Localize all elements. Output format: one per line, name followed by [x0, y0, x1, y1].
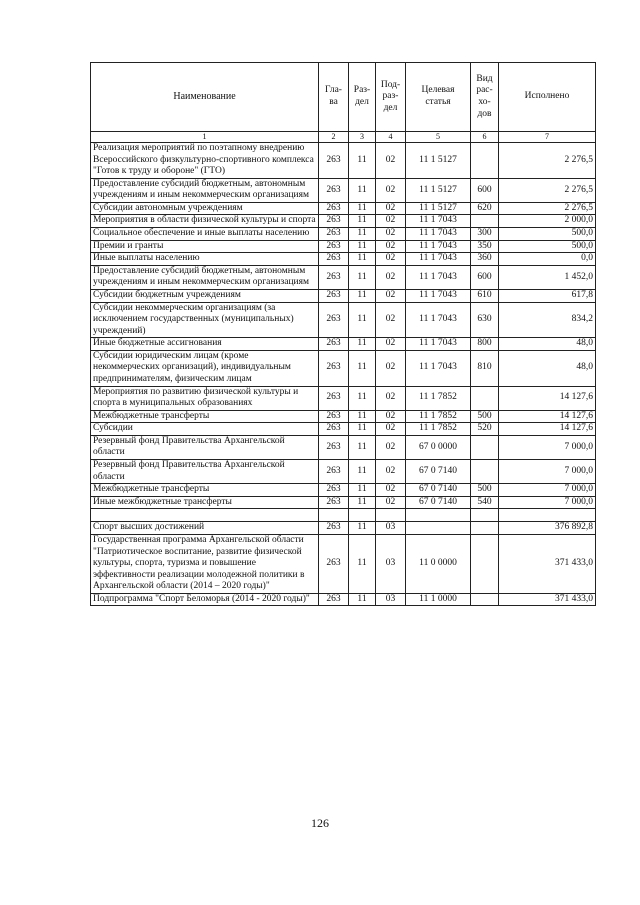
row-ispolneno-cell: 2 276,5 [499, 202, 596, 215]
row-glava-cell: 263 [319, 202, 349, 215]
table-row [91, 143, 596, 179]
row-name-cell: Иные бюджетные ассигнования [91, 338, 319, 351]
row-podrazdel-cell: 03 [376, 534, 406, 593]
header-podrazdel: Под- раз- дел [376, 63, 406, 132]
row-vid-cell [471, 435, 499, 459]
row-podrazdel-cell: 02 [376, 289, 406, 302]
row-razdel-cell: 11 [349, 228, 376, 241]
row-glava-cell: 263 [319, 350, 349, 386]
column-number: 2 [319, 132, 349, 143]
row-podrazdel-cell: 02 [376, 460, 406, 484]
row-statya-cell: 67 0 7140 [406, 496, 471, 509]
row-podrazdel-cell: 02 [376, 302, 406, 338]
row-name-cell: Реализация мероприятий по поэтапному внедрению Всероссийского физкультурно-спортивного комплекса "Готов к труду и обороне" (ГТО) [91, 143, 319, 179]
row-razdel-cell: 11 [349, 240, 376, 253]
row-name-cell: Резервный фонд Правительства Архангельской области [91, 435, 319, 459]
row-statya-cell: 11 1 5127 [406, 143, 471, 179]
row-razdel-cell: 11 [349, 350, 376, 386]
row-statya-cell: 11 1 7043 [406, 289, 471, 302]
row-podrazdel-cell: 03 [376, 593, 406, 606]
row-name-cell: Субсидии юридическим лицам (кроме некоммерческих организаций), индивидуальным предпринимателям, физическим лицам [91, 350, 319, 386]
row-vid-cell [471, 593, 499, 606]
row-razdel-cell [349, 509, 376, 522]
row-name-cell [91, 509, 319, 522]
row-name-cell: Спорт высших достижений [91, 522, 319, 535]
row-vid-cell: 610 [471, 289, 499, 302]
row-ispolneno-cell: 2 276,5 [499, 143, 596, 179]
column-number-row [91, 132, 596, 143]
row-vid-cell: 600 [471, 265, 499, 289]
row-razdel-cell: 11 [349, 410, 376, 423]
row-statya-cell: 11 1 7043 [406, 302, 471, 338]
header-vid: Вид рас- хо- дов [471, 63, 499, 132]
row-name-cell: Социальное обеспечение и иные выплаты населению [91, 228, 319, 241]
table-body [91, 143, 596, 606]
row-ispolneno-cell: 14 127,6 [499, 423, 596, 436]
row-statya-cell: 67 0 0000 [406, 435, 471, 459]
row-statya-cell: 11 1 5127 [406, 202, 471, 215]
row-podrazdel-cell: 02 [376, 202, 406, 215]
row-podrazdel-cell: 02 [376, 178, 406, 202]
row-ispolneno-cell: 48,0 [499, 350, 596, 386]
row-vid-cell: 500 [471, 484, 499, 497]
row-razdel-cell: 11 [349, 202, 376, 215]
row-vid-cell: 300 [471, 228, 499, 241]
row-podrazdel-cell: 02 [376, 265, 406, 289]
row-podrazdel-cell: 02 [376, 215, 406, 228]
row-vid-cell [471, 215, 499, 228]
table-row [91, 435, 596, 459]
row-podrazdel-cell [376, 509, 406, 522]
row-podrazdel-cell: 02 [376, 484, 406, 497]
row-glava-cell: 263 [319, 522, 349, 535]
row-name-cell: Межбюджетные трансферты [91, 410, 319, 423]
row-razdel-cell: 11 [349, 143, 376, 179]
table-row [91, 410, 596, 423]
row-statya-cell: 11 1 7043 [406, 253, 471, 266]
row-glava-cell: 263 [319, 435, 349, 459]
row-ispolneno-cell: 48,0 [499, 338, 596, 351]
row-glava-cell: 263 [319, 228, 349, 241]
row-glava-cell: 263 [319, 253, 349, 266]
row-ispolneno-cell: 14 127,6 [499, 386, 596, 410]
row-name-cell: Предоставление субсидий бюджетным, автономным учреждениям и иным некоммерческим организациям [91, 265, 319, 289]
row-ispolneno-cell: 0,0 [499, 253, 596, 266]
table-row [91, 423, 596, 436]
row-statya-cell: 11 1 5127 [406, 178, 471, 202]
row-name-cell: Иные выплаты населению [91, 253, 319, 266]
table-row [91, 289, 596, 302]
row-ispolneno-cell [499, 509, 596, 522]
row-podrazdel-cell: 02 [376, 350, 406, 386]
row-razdel-cell: 11 [349, 265, 376, 289]
row-podrazdel-cell: 02 [376, 423, 406, 436]
row-podrazdel-cell: 02 [376, 496, 406, 509]
row-ispolneno-cell: 14 127,6 [499, 410, 596, 423]
row-glava-cell: 263 [319, 484, 349, 497]
row-razdel-cell: 11 [349, 593, 376, 606]
row-vid-cell: 350 [471, 240, 499, 253]
row-ispolneno-cell: 371 433,0 [499, 534, 596, 593]
table-row [91, 386, 596, 410]
row-statya-cell: 11 1 7852 [406, 423, 471, 436]
row-ispolneno-cell: 376 892,8 [499, 522, 596, 535]
row-glava-cell: 263 [319, 302, 349, 338]
row-razdel-cell: 11 [349, 460, 376, 484]
row-name-cell: Межбюджетные трансферты [91, 484, 319, 497]
row-glava-cell: 263 [319, 410, 349, 423]
row-statya-cell: 11 1 7043 [406, 265, 471, 289]
column-number: 6 [471, 132, 499, 143]
row-glava-cell: 263 [319, 289, 349, 302]
row-ispolneno-cell: 7 000,0 [499, 484, 596, 497]
row-name-cell: Субсидии [91, 423, 319, 436]
header-glava: Гла- ва [319, 63, 349, 132]
row-ispolneno-cell: 500,0 [499, 228, 596, 241]
column-number: 1 [91, 132, 319, 143]
table-row [91, 240, 596, 253]
row-name-cell: Резервный фонд Правительства Архангельской области [91, 460, 319, 484]
header-ispolneno: Исполнено [499, 63, 596, 132]
row-glava-cell: 263 [319, 240, 349, 253]
row-statya-cell: 11 1 7043 [406, 228, 471, 241]
row-podrazdel-cell: 02 [376, 410, 406, 423]
column-number: 7 [499, 132, 596, 143]
row-statya-cell: 67 0 7140 [406, 484, 471, 497]
row-razdel-cell: 11 [349, 302, 376, 338]
row-statya-cell: 11 1 7043 [406, 350, 471, 386]
page-number: 126 [311, 816, 329, 830]
header-statya: Целевая статья [406, 63, 471, 132]
table-row [91, 215, 596, 228]
row-razdel-cell: 11 [349, 423, 376, 436]
row-ispolneno-cell: 2 276,5 [499, 178, 596, 202]
row-glava-cell [319, 509, 349, 522]
row-glava-cell: 263 [319, 423, 349, 436]
row-ispolneno-cell: 7 000,0 [499, 460, 596, 484]
row-ispolneno-cell: 371 433,0 [499, 593, 596, 606]
row-vid-cell: 630 [471, 302, 499, 338]
table-row [91, 350, 596, 386]
row-razdel-cell: 11 [349, 253, 376, 266]
table-row [91, 338, 596, 351]
row-vid-cell: 540 [471, 496, 499, 509]
row-podrazdel-cell: 02 [376, 253, 406, 266]
row-statya-cell: 11 1 7043 [406, 215, 471, 228]
table-row [91, 178, 596, 202]
row-vid-cell: 600 [471, 178, 499, 202]
table-row-blank [91, 509, 596, 522]
row-podrazdel-cell: 02 [376, 386, 406, 410]
table-row [91, 534, 596, 593]
row-ispolneno-cell: 617,8 [499, 289, 596, 302]
table-row [91, 302, 596, 338]
row-razdel-cell: 11 [349, 522, 376, 535]
row-vid-cell [471, 386, 499, 410]
row-name-cell: Мероприятия в области физической культуры и спорта [91, 215, 319, 228]
row-glava-cell: 263 [319, 338, 349, 351]
row-glava-cell: 263 [319, 386, 349, 410]
row-statya-cell: 11 1 7043 [406, 338, 471, 351]
row-vid-cell: 360 [471, 253, 499, 266]
row-vid-cell: 810 [471, 350, 499, 386]
row-name-cell: Подпрограмма "Спорт Беломорья (2014 - 2020 годы)" [91, 593, 319, 606]
row-ispolneno-cell: 834,2 [499, 302, 596, 338]
table-row [91, 253, 596, 266]
table-row [91, 265, 596, 289]
row-razdel-cell: 11 [349, 435, 376, 459]
row-glava-cell: 263 [319, 460, 349, 484]
table-row [91, 484, 596, 497]
row-podrazdel-cell: 02 [376, 228, 406, 241]
row-vid-cell: 620 [471, 202, 499, 215]
row-glava-cell: 263 [319, 496, 349, 509]
row-statya-cell: 11 1 7852 [406, 410, 471, 423]
row-statya-cell: 67 0 7140 [406, 460, 471, 484]
row-statya-cell: 11 1 0000 [406, 593, 471, 606]
row-ispolneno-cell: 7 000,0 [499, 435, 596, 459]
budget-table [90, 62, 596, 606]
row-razdel-cell: 11 [349, 534, 376, 593]
row-ispolneno-cell: 7 000,0 [499, 496, 596, 509]
row-ispolneno-cell: 500,0 [499, 240, 596, 253]
row-razdel-cell: 11 [349, 386, 376, 410]
row-razdel-cell: 11 [349, 215, 376, 228]
row-statya-cell: 11 1 7852 [406, 386, 471, 410]
row-name-cell: Субсидии бюджетным учреждениям [91, 289, 319, 302]
header-name: Наименование [91, 63, 319, 132]
row-razdel-cell: 11 [349, 289, 376, 302]
row-name-cell: Государственная программа Архангельской области "Патриотическое воспитание, развитие физической культуры, спорта, туризма и повышение эффективности реализации молодежной политики в Архангельской области (2014 – 2020 годы)" [91, 534, 319, 593]
row-podrazdel-cell: 02 [376, 143, 406, 179]
header-row [91, 63, 596, 132]
column-number: 5 [406, 132, 471, 143]
table-row [91, 522, 596, 535]
row-podrazdel-cell: 02 [376, 435, 406, 459]
row-name-cell: Субсидии некоммерческим организациям (за исключением государственных (муниципальных) учреждений) [91, 302, 319, 338]
row-razdel-cell: 11 [349, 496, 376, 509]
table-row [91, 228, 596, 241]
row-ispolneno-cell: 1 452,0 [499, 265, 596, 289]
row-statya-cell: 11 0 0000 [406, 534, 471, 593]
row-glava-cell: 263 [319, 593, 349, 606]
row-glava-cell: 263 [319, 143, 349, 179]
row-podrazdel-cell: 02 [376, 240, 406, 253]
row-vid-cell [471, 522, 499, 535]
row-ispolneno-cell: 2 000,0 [499, 215, 596, 228]
header-razdel: Раз- дел [349, 63, 376, 132]
row-glava-cell: 263 [319, 215, 349, 228]
table-row [91, 496, 596, 509]
row-razdel-cell: 11 [349, 484, 376, 497]
row-razdel-cell: 11 [349, 338, 376, 351]
row-vid-cell: 520 [471, 423, 499, 436]
row-vid-cell [471, 143, 499, 179]
row-vid-cell: 500 [471, 410, 499, 423]
table-row [91, 202, 596, 215]
column-number: 3 [349, 132, 376, 143]
row-name-cell: Иные межбюджетные трансферты [91, 496, 319, 509]
row-statya-cell [406, 522, 471, 535]
row-vid-cell [471, 534, 499, 593]
row-vid-cell: 800 [471, 338, 499, 351]
table-row [91, 460, 596, 484]
column-number: 4 [376, 132, 406, 143]
row-statya-cell: 11 1 7043 [406, 240, 471, 253]
row-podrazdel-cell: 02 [376, 338, 406, 351]
row-name-cell: Предоставление субсидий бюджетным, автономным учреждениям и иным некоммерческим организациям [91, 178, 319, 202]
row-name-cell: Мероприятия по развитию физической культуры и спорта в муниципальных образованиях [91, 386, 319, 410]
row-glava-cell: 263 [319, 265, 349, 289]
row-glava-cell: 263 [319, 178, 349, 202]
row-podrazdel-cell: 03 [376, 522, 406, 535]
row-vid-cell [471, 460, 499, 484]
row-name-cell: Субсидии автономным учреждениям [91, 202, 319, 215]
table-row [91, 593, 596, 606]
row-vid-cell [471, 509, 499, 522]
row-razdel-cell: 11 [349, 178, 376, 202]
row-glava-cell: 263 [319, 534, 349, 593]
row-statya-cell [406, 509, 471, 522]
row-name-cell: Премии и гранты [91, 240, 319, 253]
